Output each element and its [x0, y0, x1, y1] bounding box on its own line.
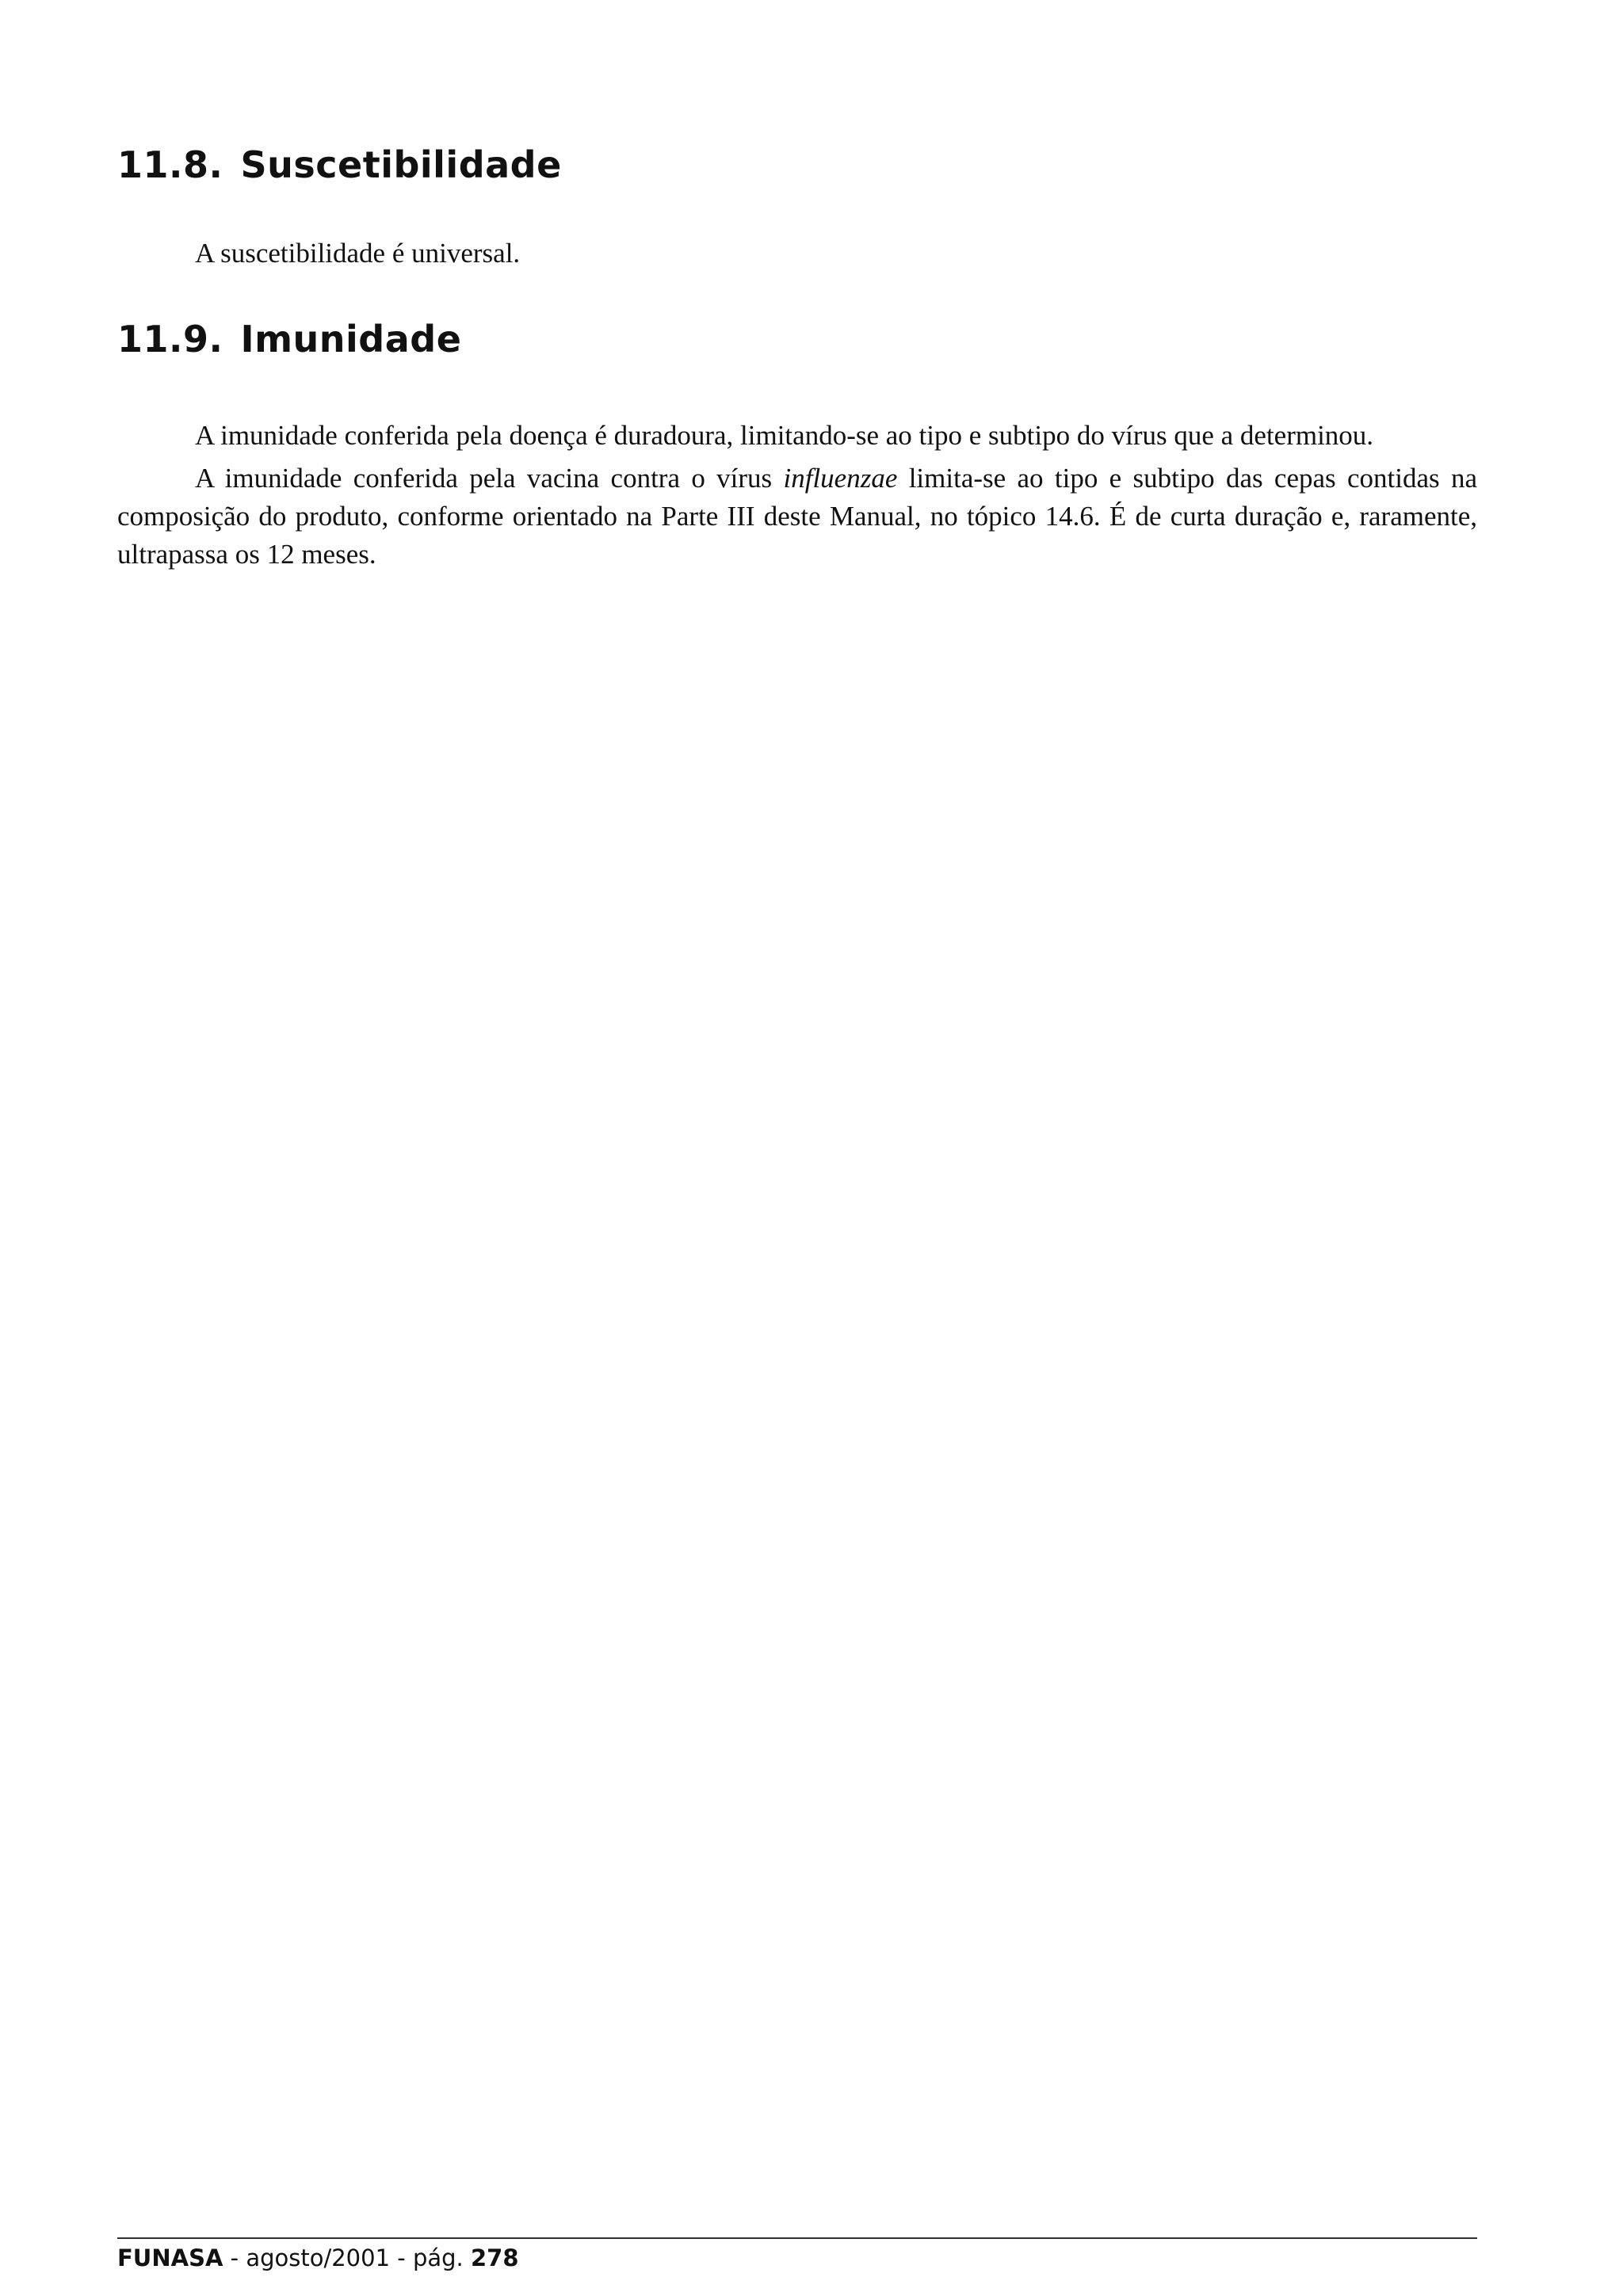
footer-date: agosto/2001 — [246, 2245, 391, 2271]
footer-divider — [117, 2237, 1477, 2239]
italic-term: influenzae — [783, 463, 898, 494]
section-number: 11.8. — [117, 143, 223, 186]
paragraph-suscetibilidade: A suscetibilidade é universal. — [195, 238, 521, 269]
section-heading-suscetibilidade — [117, 141, 1477, 189]
paragraph-text: A imunidade conferida pela vacina contra o vírus — [195, 463, 784, 494]
section-title: Suscetibilidade — [240, 143, 562, 186]
footer-page-number: 278 — [470, 2245, 519, 2271]
footer-separator: - — [390, 2245, 413, 2271]
page-content — [117, 141, 1477, 574]
footer-page-label: pág. — [412, 2245, 471, 2271]
paragraph-imunidade-doenca: A imunidade conferida pela doença é duradoura, limitando-se ao tipo e subtipo do vírus que a determinou. — [195, 420, 1374, 451]
footer-org: FUNASA — [117, 2245, 223, 2271]
section-number: 11.9. — [117, 318, 223, 360]
section-title: Imunidade — [240, 318, 462, 360]
paragraph-text: limita-se ao tipo e subtipo das cepas contidas na composição do produto, conforme orientado na Parte III deste Manual, no tópico 14.6. É de curta duração e, raramente, ultrapassa os 12 meses. — [117, 463, 1478, 570]
section-heading-imunidade — [117, 315, 1477, 363]
paragraph-imunidade-vacina — [117, 460, 1477, 574]
page-footer — [117, 2242, 519, 2274]
footer-separator: - — [223, 2245, 246, 2271]
